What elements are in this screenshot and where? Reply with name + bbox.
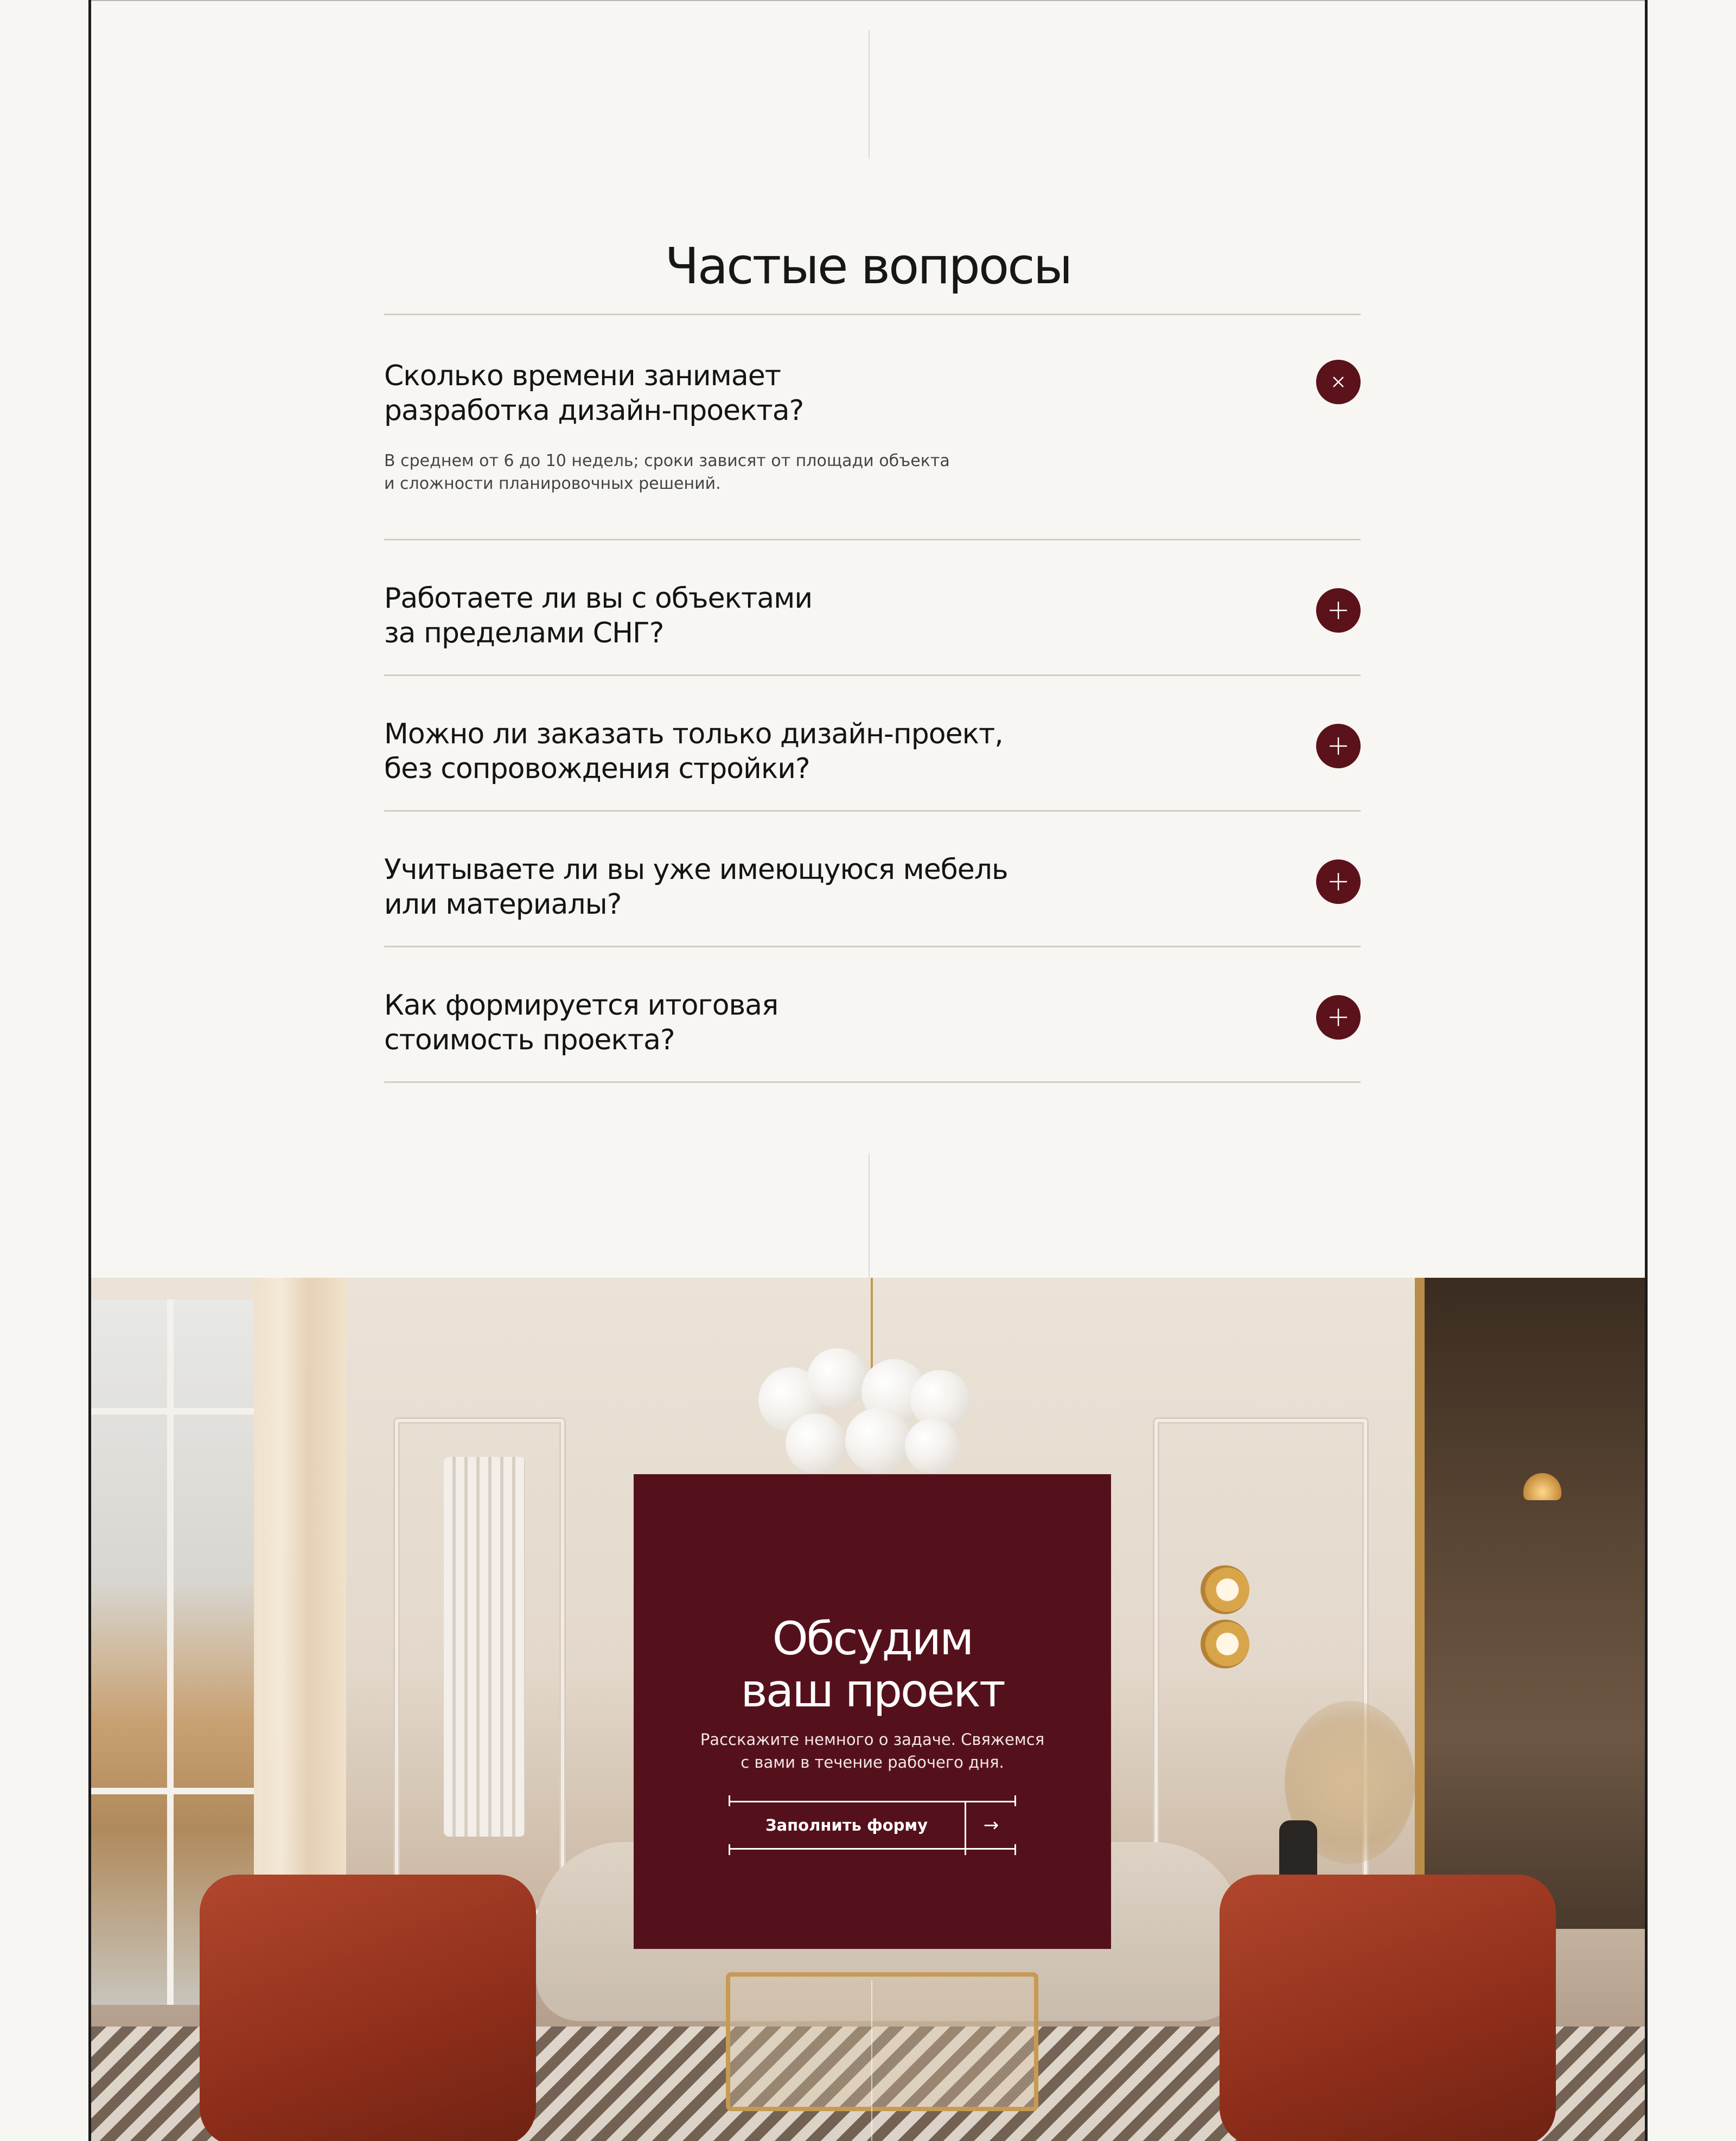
cta-card [634,1474,1111,1949]
hero-divider-line [871,1980,872,2141]
faq-question[interactable]: Как формируется итоговая стоимость проекта? [384,989,778,1056]
section-divider-line [869,1153,870,1278]
faq-item-duration[interactable] [384,315,1361,540]
button-corner-tick [729,1844,730,1855]
plus-icon [1327,871,1349,893]
coffee-table [726,1972,1038,2111]
doorway [1415,1278,1645,1929]
faq-toggle-button[interactable] [1316,995,1361,1040]
button-corner-tick [729,1795,730,1806]
wall-sconce [1201,1565,1249,1614]
frame-right-border [1645,0,1648,2141]
armchair-right [1220,1875,1556,2141]
armchair-left [200,1875,536,2141]
faq-list [384,314,1361,1083]
faq-item-cost[interactable] [384,947,1361,1083]
faq-toggle-button[interactable] [1316,588,1361,633]
faq-title: Частые вопросы [665,237,1071,296]
chandelier-stem [871,1278,873,1375]
chandelier-ball [786,1413,845,1473]
faq-question[interactable]: Сколько времени занимает разработка дизайн-проекта? [384,360,804,427]
plus-icon [1327,600,1349,621]
chandelier-ball [845,1408,910,1473]
plus-icon [1327,1006,1349,1028]
faq-question[interactable]: Учитываете ли вы уже имеющуюся мебель или материалы? [384,853,1008,921]
wall-sconce [1201,1620,1249,1668]
fill-form-button[interactable] [729,1801,1016,1850]
faq-item-design-only[interactable] [384,676,1361,812]
close-icon [1330,374,1346,390]
cta-title: Обсудим ваш проект [741,1611,1004,1717]
chandelier-ball [807,1348,867,1408]
chandelier-ball [905,1419,959,1473]
faq-question[interactable]: Можно ли заказать только дизайн-проект, без сопровождения стройки? [384,718,1003,785]
arrow-right-icon[interactable]: → [965,1801,1016,1850]
faq-item-abroad[interactable] [384,540,1361,676]
faq-answer: В среднем от 6 до 10 недель; сроки зависят от площади объекта и сложности планировочных решений. [384,451,950,493]
radiator [444,1457,525,1837]
cta-text: Расскажите немного о задаче. Свяжемся с вами в течение рабочего дня. [700,1730,1045,1772]
button-corner-tick [965,1844,966,1855]
plus-icon [1327,735,1349,757]
button-corner-tick [1014,1795,1016,1806]
faq-toggle-button[interactable] [1316,360,1361,404]
faq-toggle-button[interactable] [1316,724,1361,768]
faq-item-existing-furniture[interactable] [384,812,1361,947]
fill-form-button-label[interactable]: Заполнить форму [729,1801,965,1850]
faq-toggle-button[interactable] [1316,859,1361,904]
button-corner-tick [1014,1844,1016,1855]
frame-top-line [90,0,1646,1]
faq-question[interactable]: Работаете ли вы с объектами за пределами СНГ? [384,582,813,649]
top-divider-line [869,30,870,159]
